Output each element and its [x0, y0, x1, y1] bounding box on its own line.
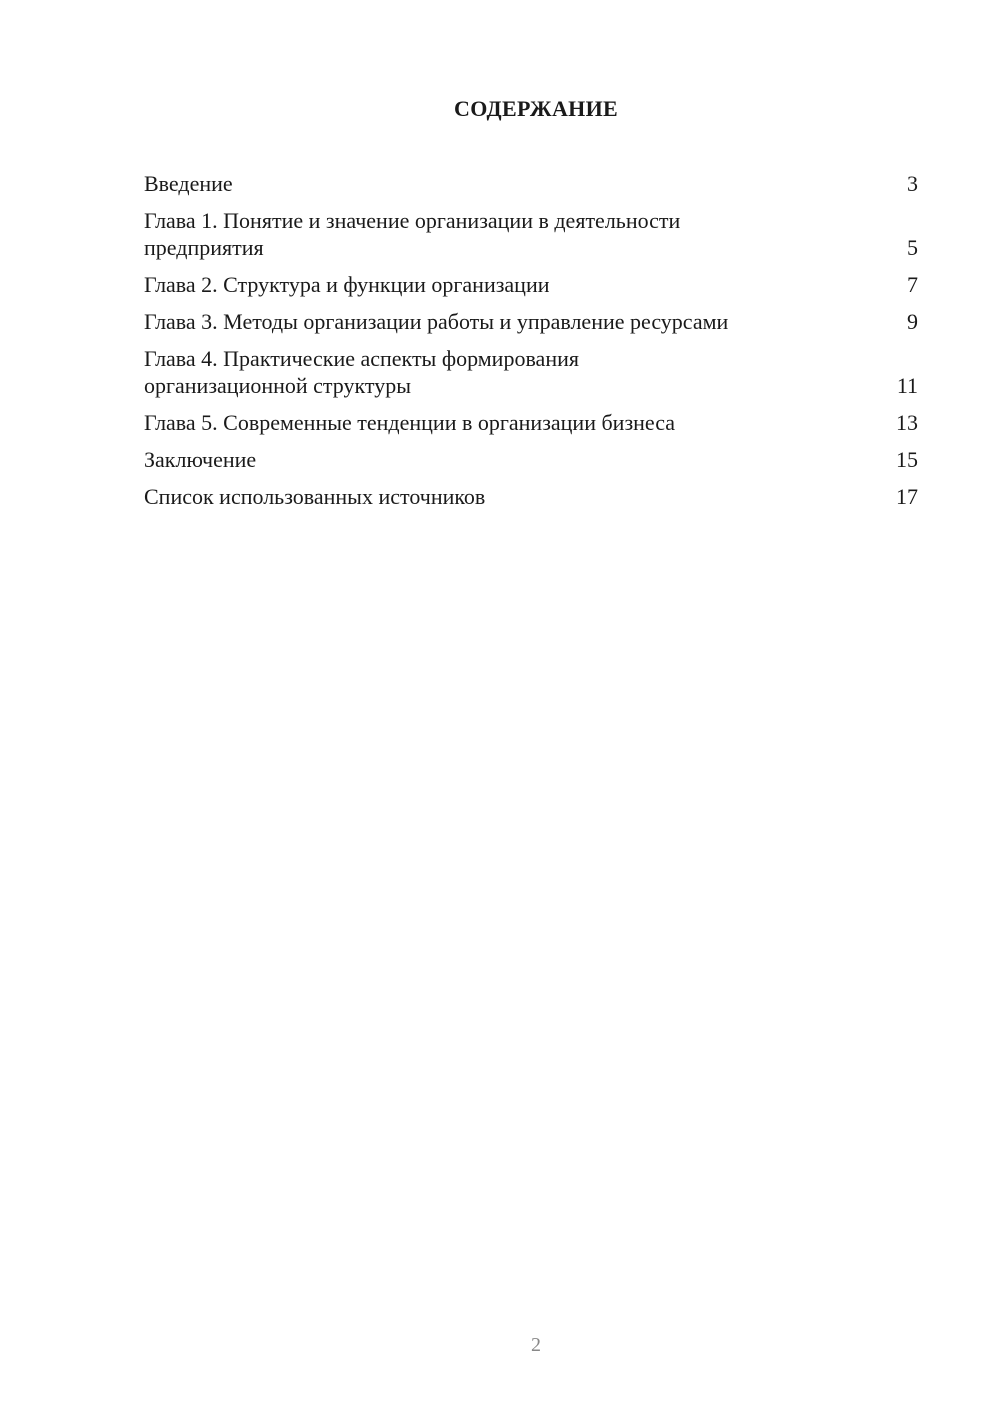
toc-entry-title: Глава 3. Методы организации работы и управление ресурсами: [144, 309, 729, 334]
toc-entry-title: Введение: [144, 171, 233, 196]
toc-entry-title: Глава 5. Современные тенденции в организации бизнеса: [144, 410, 676, 435]
toc-entry-page: 13: [896, 410, 918, 435]
toc-entry-title: Глава 4. Практические аспекты формирования организационной структуры: [144, 346, 579, 398]
toc-heading: СОДЕРЖАНИЕ: [454, 96, 618, 121]
toc-entry-chapter-4: [144, 345, 918, 399]
toc-entry-introduction: [144, 170, 918, 197]
toc-entry-page: 3: [907, 171, 918, 196]
toc-entry-page: 7: [907, 272, 918, 297]
toc-entry-conclusion: [144, 446, 918, 473]
toc-entry-page: 11: [896, 373, 918, 398]
toc-entry-title: Глава 1. Понятие и значение организации в деятельности предприятия: [144, 208, 681, 260]
toc-entry-page: 9: [907, 309, 918, 334]
toc-entry-chapter-3: [144, 308, 918, 335]
toc-entry-chapter-1: [144, 207, 918, 261]
toc-entry-title: Список использованных источников: [144, 484, 486, 509]
page-number: 2: [531, 1334, 541, 1356]
toc-entry-chapter-2: [144, 271, 918, 298]
toc-entry-page: 15: [896, 447, 918, 472]
toc-entry-title: Глава 2. Структура и функции организации: [144, 272, 550, 297]
toc-entry-title: Заключение: [144, 447, 257, 472]
toc-entry-chapter-5: [144, 409, 918, 436]
toc-entry-page: 5: [907, 235, 918, 260]
toc-entry-page: 17: [896, 484, 918, 509]
toc-entry-references: [144, 483, 918, 510]
toc-list: [144, 170, 918, 520]
